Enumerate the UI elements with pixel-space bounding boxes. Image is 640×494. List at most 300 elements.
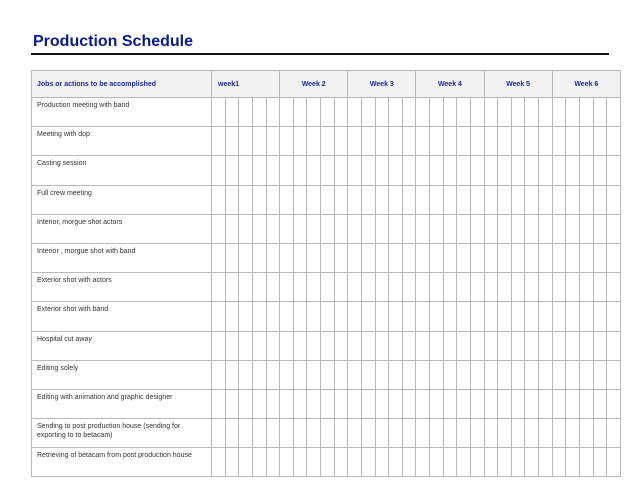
day-cell[interactable] <box>252 302 266 331</box>
day-cell[interactable] <box>375 127 389 156</box>
day-cell[interactable] <box>239 448 253 477</box>
day-cell[interactable] <box>593 98 607 127</box>
job-cell[interactable]: Editing with animation and graphic designer <box>32 389 212 418</box>
day-cell[interactable] <box>266 127 280 156</box>
job-cell[interactable]: Exterior shot with actors <box>32 273 212 302</box>
day-cell[interactable] <box>607 360 621 389</box>
day-cell[interactable] <box>470 419 484 448</box>
day-cell[interactable] <box>239 360 253 389</box>
day-cell[interactable] <box>293 214 307 243</box>
day-cell[interactable] <box>430 302 444 331</box>
day-cell[interactable] <box>334 185 348 214</box>
day-cell[interactable] <box>552 98 566 127</box>
day-cell[interactable] <box>280 98 294 127</box>
day-cell[interactable] <box>307 185 321 214</box>
day-cell[interactable] <box>280 389 294 418</box>
day-cell[interactable] <box>321 156 335 185</box>
day-cell[interactable] <box>552 243 566 272</box>
day-cell[interactable] <box>307 273 321 302</box>
day-cell[interactable] <box>293 127 307 156</box>
day-cell[interactable] <box>348 389 362 418</box>
day-cell[interactable] <box>321 360 335 389</box>
day-cell[interactable] <box>307 214 321 243</box>
day-cell[interactable] <box>239 185 253 214</box>
day-cell[interactable] <box>280 273 294 302</box>
day-cell[interactable] <box>511 273 525 302</box>
day-cell[interactable] <box>239 156 253 185</box>
day-cell[interactable] <box>307 389 321 418</box>
day-cell[interactable] <box>498 273 512 302</box>
day-cell[interactable] <box>212 273 226 302</box>
job-cell[interactable]: Interior , morgue shot with band <box>32 243 212 272</box>
day-cell[interactable] <box>607 127 621 156</box>
day-cell[interactable] <box>361 302 375 331</box>
day-cell[interactable] <box>566 389 580 418</box>
day-cell[interactable] <box>361 214 375 243</box>
day-cell[interactable] <box>280 243 294 272</box>
day-cell[interactable] <box>239 243 253 272</box>
day-cell[interactable] <box>348 185 362 214</box>
day-cell[interactable] <box>375 185 389 214</box>
day-cell[interactable] <box>457 302 471 331</box>
day-cell[interactable] <box>498 185 512 214</box>
day-cell[interactable] <box>266 156 280 185</box>
day-cell[interactable] <box>361 360 375 389</box>
day-cell[interactable] <box>470 127 484 156</box>
day-cell[interactable] <box>593 273 607 302</box>
day-cell[interactable] <box>579 214 593 243</box>
day-cell[interactable] <box>321 98 335 127</box>
day-cell[interactable] <box>579 389 593 418</box>
job-cell[interactable]: Production meeting with band <box>32 98 212 127</box>
day-cell[interactable] <box>334 273 348 302</box>
day-cell[interactable] <box>430 360 444 389</box>
day-cell[interactable] <box>443 331 457 360</box>
day-cell[interactable] <box>266 302 280 331</box>
day-cell[interactable] <box>225 302 239 331</box>
day-cell[interactable] <box>321 243 335 272</box>
day-cell[interactable] <box>348 273 362 302</box>
day-cell[interactable] <box>334 243 348 272</box>
day-cell[interactable] <box>566 127 580 156</box>
day-cell[interactable] <box>334 156 348 185</box>
day-cell[interactable] <box>375 302 389 331</box>
day-cell[interactable] <box>470 98 484 127</box>
day-cell[interactable] <box>416 185 430 214</box>
day-cell[interactable] <box>566 419 580 448</box>
day-cell[interactable] <box>484 360 498 389</box>
day-cell[interactable] <box>266 389 280 418</box>
day-cell[interactable] <box>402 127 416 156</box>
day-cell[interactable] <box>416 331 430 360</box>
day-cell[interactable] <box>334 98 348 127</box>
day-cell[interactable] <box>498 389 512 418</box>
day-cell[interactable] <box>525 273 539 302</box>
day-cell[interactable] <box>579 98 593 127</box>
day-cell[interactable] <box>375 389 389 418</box>
day-cell[interactable] <box>361 243 375 272</box>
day-cell[interactable] <box>552 185 566 214</box>
day-cell[interactable] <box>539 331 553 360</box>
day-cell[interactable] <box>225 127 239 156</box>
day-cell[interactable] <box>225 360 239 389</box>
day-cell[interactable] <box>498 156 512 185</box>
day-cell[interactable] <box>498 98 512 127</box>
day-cell[interactable] <box>539 214 553 243</box>
day-cell[interactable] <box>484 185 498 214</box>
day-cell[interactable] <box>416 156 430 185</box>
day-cell[interactable] <box>307 448 321 477</box>
day-cell[interactable] <box>239 389 253 418</box>
day-cell[interactable] <box>293 331 307 360</box>
day-cell[interactable] <box>252 98 266 127</box>
day-cell[interactable] <box>430 185 444 214</box>
day-cell[interactable] <box>375 419 389 448</box>
job-cell[interactable]: Interior, morgue shot actors <box>32 214 212 243</box>
day-cell[interactable] <box>321 448 335 477</box>
day-cell[interactable] <box>484 302 498 331</box>
day-cell[interactable] <box>470 156 484 185</box>
day-cell[interactable] <box>607 185 621 214</box>
day-cell[interactable] <box>457 273 471 302</box>
day-cell[interactable] <box>470 389 484 418</box>
day-cell[interactable] <box>280 214 294 243</box>
day-cell[interactable] <box>402 98 416 127</box>
day-cell[interactable] <box>280 360 294 389</box>
day-cell[interactable] <box>484 243 498 272</box>
day-cell[interactable] <box>402 243 416 272</box>
day-cell[interactable] <box>307 302 321 331</box>
day-cell[interactable] <box>321 302 335 331</box>
day-cell[interactable] <box>511 448 525 477</box>
day-cell[interactable] <box>416 273 430 302</box>
day-cell[interactable] <box>389 98 403 127</box>
day-cell[interactable] <box>307 360 321 389</box>
day-cell[interactable] <box>416 127 430 156</box>
day-cell[interactable] <box>280 331 294 360</box>
day-cell[interactable] <box>579 448 593 477</box>
day-cell[interactable] <box>498 331 512 360</box>
day-cell[interactable] <box>375 243 389 272</box>
day-cell[interactable] <box>307 156 321 185</box>
day-cell[interactable] <box>348 98 362 127</box>
job-cell[interactable]: Editing solely <box>32 360 212 389</box>
day-cell[interactable] <box>252 243 266 272</box>
day-cell[interactable] <box>525 331 539 360</box>
day-cell[interactable] <box>607 302 621 331</box>
day-cell[interactable] <box>321 419 335 448</box>
job-cell[interactable]: Retrieving of betacam from post production house <box>32 448 212 477</box>
day-cell[interactable] <box>430 156 444 185</box>
day-cell[interactable] <box>430 127 444 156</box>
day-cell[interactable] <box>252 185 266 214</box>
day-cell[interactable] <box>416 360 430 389</box>
day-cell[interactable] <box>334 389 348 418</box>
day-cell[interactable] <box>593 389 607 418</box>
day-cell[interactable] <box>348 448 362 477</box>
day-cell[interactable] <box>416 448 430 477</box>
day-cell[interactable] <box>566 156 580 185</box>
day-cell[interactable] <box>593 243 607 272</box>
day-cell[interactable] <box>225 98 239 127</box>
day-cell[interactable] <box>443 419 457 448</box>
day-cell[interactable] <box>212 389 226 418</box>
day-cell[interactable] <box>539 98 553 127</box>
day-cell[interactable] <box>361 331 375 360</box>
day-cell[interactable] <box>552 389 566 418</box>
day-cell[interactable] <box>525 127 539 156</box>
day-cell[interactable] <box>321 214 335 243</box>
day-cell[interactable] <box>539 448 553 477</box>
day-cell[interactable] <box>225 185 239 214</box>
day-cell[interactable] <box>389 360 403 389</box>
day-cell[interactable] <box>252 156 266 185</box>
day-cell[interactable] <box>566 331 580 360</box>
day-cell[interactable] <box>361 156 375 185</box>
day-cell[interactable] <box>511 127 525 156</box>
day-cell[interactable] <box>293 419 307 448</box>
day-cell[interactable] <box>566 243 580 272</box>
day-cell[interactable] <box>361 389 375 418</box>
day-cell[interactable] <box>457 98 471 127</box>
day-cell[interactable] <box>348 127 362 156</box>
day-cell[interactable] <box>470 302 484 331</box>
day-cell[interactable] <box>375 448 389 477</box>
day-cell[interactable] <box>430 419 444 448</box>
day-cell[interactable] <box>239 127 253 156</box>
day-cell[interactable] <box>443 156 457 185</box>
day-cell[interactable] <box>443 185 457 214</box>
day-cell[interactable] <box>498 360 512 389</box>
day-cell[interactable] <box>539 419 553 448</box>
day-cell[interactable] <box>484 214 498 243</box>
day-cell[interactable] <box>402 448 416 477</box>
day-cell[interactable] <box>525 419 539 448</box>
day-cell[interactable] <box>293 98 307 127</box>
day-cell[interactable] <box>579 185 593 214</box>
day-cell[interactable] <box>293 243 307 272</box>
job-cell[interactable]: Sending to post production house (sending for exporting to to betacam) <box>32 419 212 448</box>
day-cell[interactable] <box>334 360 348 389</box>
day-cell[interactable] <box>579 273 593 302</box>
day-cell[interactable] <box>484 127 498 156</box>
day-cell[interactable] <box>389 419 403 448</box>
day-cell[interactable] <box>470 185 484 214</box>
day-cell[interactable] <box>252 273 266 302</box>
day-cell[interactable] <box>307 243 321 272</box>
day-cell[interactable] <box>607 448 621 477</box>
day-cell[interactable] <box>348 156 362 185</box>
day-cell[interactable] <box>443 273 457 302</box>
day-cell[interactable] <box>293 156 307 185</box>
day-cell[interactable] <box>212 419 226 448</box>
day-cell[interactable] <box>321 185 335 214</box>
day-cell[interactable] <box>552 302 566 331</box>
day-cell[interactable] <box>443 127 457 156</box>
day-cell[interactable] <box>225 273 239 302</box>
day-cell[interactable] <box>266 185 280 214</box>
day-cell[interactable] <box>321 273 335 302</box>
day-cell[interactable] <box>402 156 416 185</box>
day-cell[interactable] <box>361 448 375 477</box>
day-cell[interactable] <box>252 214 266 243</box>
day-cell[interactable] <box>416 389 430 418</box>
day-cell[interactable] <box>402 419 416 448</box>
day-cell[interactable] <box>307 419 321 448</box>
day-cell[interactable] <box>361 273 375 302</box>
day-cell[interactable] <box>307 127 321 156</box>
day-cell[interactable] <box>293 360 307 389</box>
day-cell[interactable] <box>457 448 471 477</box>
day-cell[interactable] <box>266 360 280 389</box>
day-cell[interactable] <box>430 389 444 418</box>
day-cell[interactable] <box>212 98 226 127</box>
day-cell[interactable] <box>348 331 362 360</box>
day-cell[interactable] <box>593 360 607 389</box>
day-cell[interactable] <box>252 127 266 156</box>
day-cell[interactable] <box>566 302 580 331</box>
day-cell[interactable] <box>443 243 457 272</box>
day-cell[interactable] <box>321 389 335 418</box>
day-cell[interactable] <box>498 243 512 272</box>
day-cell[interactable] <box>212 214 226 243</box>
day-cell[interactable] <box>579 156 593 185</box>
day-cell[interactable] <box>307 98 321 127</box>
day-cell[interactable] <box>361 127 375 156</box>
day-cell[interactable] <box>416 419 430 448</box>
day-cell[interactable] <box>539 360 553 389</box>
day-cell[interactable] <box>430 273 444 302</box>
day-cell[interactable] <box>539 127 553 156</box>
day-cell[interactable] <box>511 389 525 418</box>
day-cell[interactable] <box>607 331 621 360</box>
day-cell[interactable] <box>566 185 580 214</box>
day-cell[interactable] <box>539 273 553 302</box>
day-cell[interactable] <box>334 448 348 477</box>
day-cell[interactable] <box>389 273 403 302</box>
day-cell[interactable] <box>443 302 457 331</box>
day-cell[interactable] <box>389 214 403 243</box>
day-cell[interactable] <box>457 389 471 418</box>
day-cell[interactable] <box>252 448 266 477</box>
day-cell[interactable] <box>402 331 416 360</box>
day-cell[interactable] <box>579 331 593 360</box>
day-cell[interactable] <box>539 185 553 214</box>
day-cell[interactable] <box>375 331 389 360</box>
day-cell[interactable] <box>607 214 621 243</box>
day-cell[interactable] <box>607 389 621 418</box>
day-cell[interactable] <box>402 302 416 331</box>
day-cell[interactable] <box>225 389 239 418</box>
day-cell[interactable] <box>430 331 444 360</box>
day-cell[interactable] <box>239 331 253 360</box>
day-cell[interactable] <box>430 243 444 272</box>
day-cell[interactable] <box>566 360 580 389</box>
day-cell[interactable] <box>307 331 321 360</box>
day-cell[interactable] <box>402 360 416 389</box>
day-cell[interactable] <box>389 331 403 360</box>
day-cell[interactable] <box>484 419 498 448</box>
job-cell[interactable]: Exterior shot with band <box>32 302 212 331</box>
day-cell[interactable] <box>280 302 294 331</box>
day-cell[interactable] <box>402 389 416 418</box>
day-cell[interactable] <box>212 331 226 360</box>
day-cell[interactable] <box>566 98 580 127</box>
day-cell[interactable] <box>389 156 403 185</box>
job-cell[interactable]: Hospital cut away <box>32 331 212 360</box>
day-cell[interactable] <box>280 185 294 214</box>
day-cell[interactable] <box>511 243 525 272</box>
day-cell[interactable] <box>593 214 607 243</box>
day-cell[interactable] <box>525 214 539 243</box>
day-cell[interactable] <box>457 243 471 272</box>
day-cell[interactable] <box>457 419 471 448</box>
day-cell[interactable] <box>539 243 553 272</box>
day-cell[interactable] <box>593 419 607 448</box>
day-cell[interactable] <box>212 243 226 272</box>
day-cell[interactable] <box>484 98 498 127</box>
day-cell[interactable] <box>416 98 430 127</box>
day-cell[interactable] <box>525 156 539 185</box>
day-cell[interactable] <box>539 302 553 331</box>
day-cell[interactable] <box>457 214 471 243</box>
day-cell[interactable] <box>375 156 389 185</box>
job-cell[interactable]: Casting session <box>32 156 212 185</box>
day-cell[interactable] <box>334 302 348 331</box>
day-cell[interactable] <box>334 419 348 448</box>
day-cell[interactable] <box>457 127 471 156</box>
day-cell[interactable] <box>552 331 566 360</box>
day-cell[interactable] <box>593 331 607 360</box>
day-cell[interactable] <box>266 419 280 448</box>
day-cell[interactable] <box>457 185 471 214</box>
day-cell[interactable] <box>293 273 307 302</box>
day-cell[interactable] <box>443 360 457 389</box>
day-cell[interactable] <box>212 302 226 331</box>
day-cell[interactable] <box>539 156 553 185</box>
day-cell[interactable] <box>457 331 471 360</box>
job-cell[interactable]: Meeting with dop <box>32 127 212 156</box>
day-cell[interactable] <box>416 243 430 272</box>
day-cell[interactable] <box>525 389 539 418</box>
day-cell[interactable] <box>225 331 239 360</box>
day-cell[interactable] <box>552 127 566 156</box>
day-cell[interactable] <box>525 302 539 331</box>
day-cell[interactable] <box>525 185 539 214</box>
day-cell[interactable] <box>443 389 457 418</box>
day-cell[interactable] <box>511 98 525 127</box>
day-cell[interactable] <box>361 419 375 448</box>
day-cell[interactable] <box>470 331 484 360</box>
day-cell[interactable] <box>484 273 498 302</box>
day-cell[interactable] <box>607 243 621 272</box>
day-cell[interactable] <box>266 243 280 272</box>
day-cell[interactable] <box>579 302 593 331</box>
day-cell[interactable] <box>266 331 280 360</box>
day-cell[interactable] <box>511 185 525 214</box>
day-cell[interactable] <box>402 214 416 243</box>
day-cell[interactable] <box>566 214 580 243</box>
day-cell[interactable] <box>375 214 389 243</box>
day-cell[interactable] <box>348 214 362 243</box>
day-cell[interactable] <box>484 156 498 185</box>
day-cell[interactable] <box>579 360 593 389</box>
day-cell[interactable] <box>579 243 593 272</box>
day-cell[interactable] <box>348 360 362 389</box>
day-cell[interactable] <box>225 214 239 243</box>
day-cell[interactable] <box>498 302 512 331</box>
day-cell[interactable] <box>470 273 484 302</box>
